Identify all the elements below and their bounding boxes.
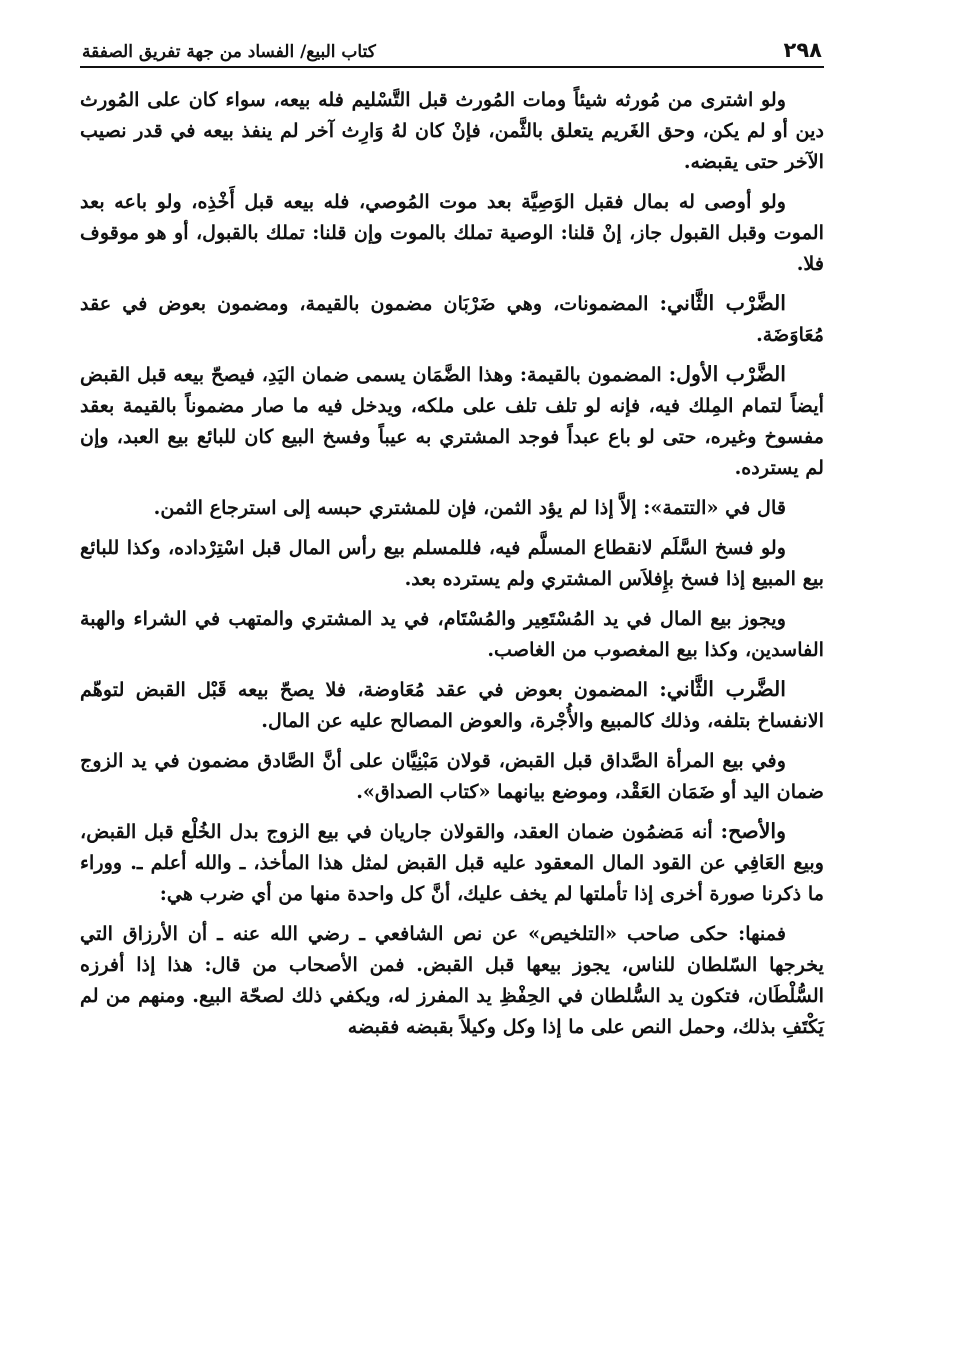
paragraph-text: فمنها: حكى صاحب «التلخيص» عن نص الشافعي ـ رضي الله عنه ـ أن الأرزاق التي يخرجها السّلطان للناس، يجوز بيعها قبل القبض. فمن الأصحاب من قال: هذا إذا أفرزه السُّلْطَان، فتكون يد السُّلطان في الحِفْظِ يد المفرز له، ويكفي ذلك لصحّة البيع. ومنهم من لم يَكْتَفِ بذلك، وحمل النص على ما إذا وكل وكيلاً بقبضه فقبضه	[80, 922, 824, 1038]
paragraph-text: ويجوز بيع المال في يد المُسْتَعِير والمُسْتَام، في يد المشتري والمتهب في الشراء والهبة الفاسدين، وكذا بيع المغصوب من الغاصب.	[80, 607, 824, 661]
paragraph-text: المضمون بالقيمة: وهذا الضَّمَان يسمى ضمان اليَدِ، فيصحّ بيعه قبل القبض أيضاً لتمام المِلك فيه، فإنه لو تلف تلف على ملكه، ويدخل فيه ما صار مضموناً بالقيمة بعقد مفسوخ وغيره، حتى لو باع عبداً فوجد المشتري به عيباً وفسخ البيع كان للبائع بيع العبد، وإن لم يسترده.	[80, 363, 824, 479]
paragraph-text: ولو أوصى له بمال فقبل الوَصِيَّة بعد موت المُوصي، فله بيعه قبل أَخْذِه، ولو باعه بعد الموت وقبل القبول جاز، إنْ قلنا: الوصية تملك بالموت وإن قلنا: تملك بالقبول، أو هو موقوف فلا.	[80, 190, 824, 275]
paragraph-text: المضمون بعوض في عقد مُعَاوضة، فلا يصحّ بيعه قَبْل القبض لتوهّم الانفساخ بتلفه، وذلك كالمبيع والأُجْرة، والعوض المصالح عليه عن المال.	[80, 678, 824, 732]
paragraph-1	[80, 84, 824, 177]
page-header	[80, 28, 824, 68]
paragraph-7	[80, 603, 824, 665]
running-title: كتاب البيع/ الفساد من جهة تفريق الصفقة	[82, 42, 376, 62]
paragraph-lead: الضَّرب الثَّاني:	[659, 677, 786, 701]
paragraph-11	[80, 918, 824, 1042]
paragraph-text: ولو فسخ السَّلَم لانقطاع المسلَّم فيه، فللمسلم بيع رأس المال قبل اسْتِرْداده، وكذا للبائع بيع المبيع إذا فسخ بإِفلاَس المشتري ولم يسترده بعد.	[80, 536, 824, 590]
page-number: ٢٩٨	[783, 38, 822, 62]
document-page	[80, 28, 824, 1051]
paragraph-6	[80, 532, 824, 594]
paragraph-text: قال في «التتمة»: إلاَّ إذا لم يؤد الثمن، فإن للمشتري حبسه إلى استرجاع الثمن.	[153, 496, 786, 519]
paragraph-2	[80, 186, 824, 279]
paragraph-text: ولو اشترى من مُورثه شيئاً ومات المُورث قبل التَّسْليم فله بيعه، سواء كان على المُورث دين أو لم يكن، وحق الغَريم يتعلق بالثَّمن، فإنْ كان لهُ وَارِث آخر لم ينفذ بيعه في قدر نصيب الآخر حتى يقبضه.	[80, 88, 824, 173]
paragraph-text: أنه مَضمُون ضمان العقد، والقولان جاريان في بيع الزوج بدل الخُلْع قبل القبض، وبيع العَافِي عن القود المال المعقود عليه قبل القبض لمثل هذا المأخذ، ـ والله أعلم ـ. ووراء ما ذكرنا صورة أخرى إذا تأملتها لم يخف عليك، أنَّ كل واحدة منها من أي ضرب هي:	[80, 820, 824, 905]
paragraph-3	[80, 288, 824, 350]
paragraph-text: وفي بيع المرأة الصَّداق قبل القبض، قولان مَبْنِيَّان على أنَّ الصَّادق مضمون في يد الزوج ضمان اليد أو ضَمَان العَقْد، وموضع بيانهما «كتاب الصداق».	[80, 749, 824, 803]
paragraph-lead: الضَّرْب الأول:	[668, 362, 786, 386]
paragraph-lead: الضَّرْب الثَّاني:	[659, 291, 786, 315]
paragraph-4	[80, 359, 824, 483]
paragraph-9	[80, 745, 824, 807]
paragraph-text: المضمونات، وهي ضَرْبَان مضمون بالقيمة، ومضمون بعوض في عقد مُعَاوَضَة.	[80, 292, 824, 346]
paragraph-8	[80, 674, 824, 736]
paragraph-5	[80, 492, 824, 523]
paragraph-10	[80, 816, 824, 909]
paragraph-lead: والأصح:	[720, 819, 786, 843]
